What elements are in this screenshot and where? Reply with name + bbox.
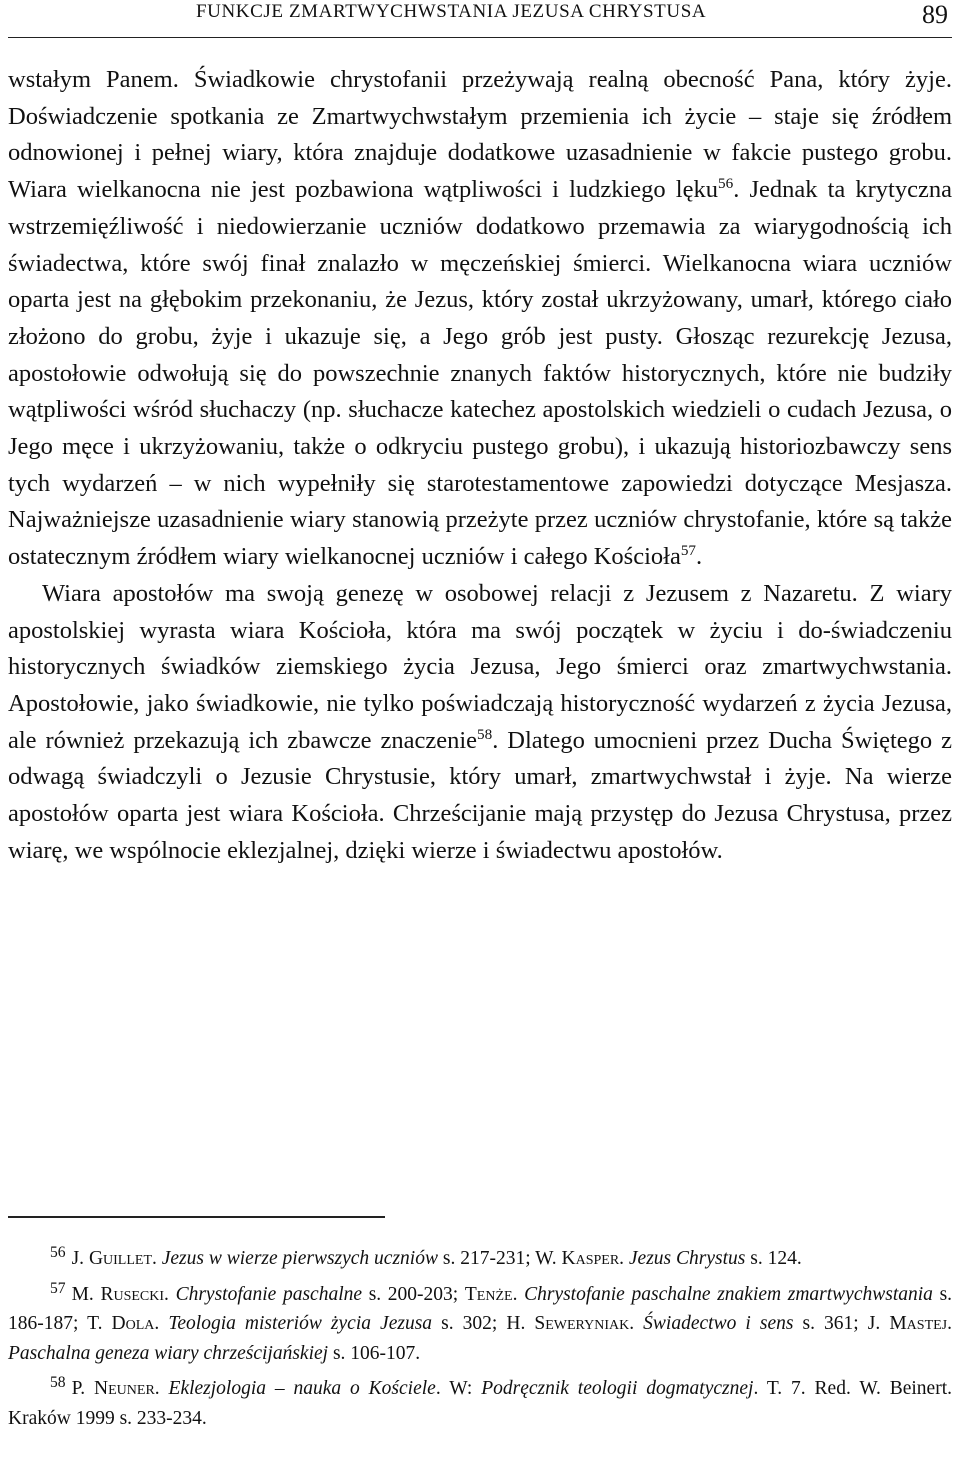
footnote-text: s. 361; J. [793, 1313, 890, 1335]
footnote-text: s. 302; H. [432, 1313, 535, 1335]
footnote-text: Dola [111, 1313, 155, 1335]
footnote-text: Jezus w wierze pierwszych uczniów [161, 1248, 438, 1270]
footnote-text: Teologia misteriów życia Jezusa [168, 1313, 433, 1335]
footnote-text: . [152, 1248, 162, 1270]
footnote-text: . [629, 1313, 644, 1335]
paragraph-1-text-a: wstałym Panem. Świadkowie chrystofanii przeżywają realną obecność Pana, który żyje. Doświadczenie spotkania ze Zmartwychwstałym przemienia ich życie – staje się źródłem odnowionej i pełnej wiary, która znajduje dodatkowe uzasadnienie w fakcie pustego grobu. Wiara wielkanocna nie jest pozbawiona wątpliwości i ludzkiego lęku [8, 66, 952, 204]
footnote-text: Seweryniak [534, 1313, 630, 1335]
footnote-separator [8, 1216, 385, 1218]
footnote-text: Guillet [88, 1248, 152, 1270]
footnote-text: . W: [435, 1378, 482, 1400]
footnote-number: 56 [50, 1244, 66, 1261]
header-rule [8, 37, 952, 38]
footnote-text: . [619, 1248, 629, 1270]
footnote-text: . T. 7. Red. W. Beinert. Kraków 1999 s. 233-234. [8, 1378, 952, 1429]
footnote-text: Świadectwo i sens [643, 1313, 794, 1335]
footnote-text: Rusecki [100, 1283, 165, 1305]
footnote-text: s. 124. [745, 1248, 802, 1270]
footnote-text: Chrystofanie paschalne znakiem zmartwychwstania [524, 1283, 933, 1305]
footnote-text: Kasper [561, 1248, 620, 1270]
footnote-text: Paschalna geneza wiary chrześcijańskiej [8, 1342, 329, 1364]
footnote-56 [8, 1238, 952, 1274]
footnote-text: P. [71, 1378, 95, 1400]
footnote-text: J. [71, 1248, 89, 1270]
footnote-text: Chrystofanie paschalne [175, 1283, 363, 1305]
footnote-ref-57[interactable]: 57 [680, 541, 697, 559]
footnote-ref-58[interactable]: 58 [477, 725, 493, 743]
footnote-text: . [512, 1283, 525, 1305]
footnote-text: Jezus Chrystus [628, 1248, 746, 1270]
footnote-text: s. 186-187; T. [8, 1283, 953, 1335]
footnote-58 [8, 1368, 952, 1433]
footnote-text: Tenże [464, 1283, 513, 1305]
footnote-number: 57 [50, 1279, 66, 1297]
footnotes [8, 1238, 952, 1433]
footnote-text: Mastej [889, 1313, 948, 1335]
page-number: 89 [922, 0, 948, 29]
running-head: FUNKCJE ZMARTWYCHWSTANIA JEZUSA CHRYSTUSA [196, 1, 707, 22]
main-text [8, 62, 952, 869]
footnote-text: Podręcznik teologii dogmatycznej [481, 1378, 754, 1400]
paragraph-2-text-b: . Dlatego umocnieni przez Ducha Świętego z odwagą świadczyli o Jezusie Chrystusie, który umarł, zmartwychwstał i żyje. Na wierze apostołów oparta jest wiara Kościoła. Chrześcijanie mają przystęp do Jezusa Chrystusa, przez wiarę, we wspólnocie eklezjalnej, dzięki wierze i świadectwu apostołów. [8, 726, 952, 864]
footnote-text: s. 106-107. [328, 1342, 421, 1364]
footnote-text: Eklezjologia – nauka o Kościele [168, 1378, 436, 1400]
footnote-text: M. [71, 1283, 101, 1305]
footnote-ref-56[interactable]: 56 [718, 174, 734, 192]
paragraph-1-text-b: . Jednak ta krytyczna wstrzemięźliwość i niedowierzanie uczniów dodatkowo przemawia za wiarygodnością ich świadectwa, które swój finał znalazło w męczeńskiej śmierci. Wielkanocna wiara uczniów oparta jest na głębokim przekonaniu, że Jezus, który został ukrzyżowany, umarł, którego ciało złożono do grobu, żyje i ukazuje się, a Jego grób jest pusty. Głosząc rezurekcję Jezusa, apostołowie odwołują się do powszechnie znanych faktów historycznych, które nie budziły wątpliwości wśród słuchaczy (np. słuchacze katechez apostolskich wiedzieli o cudach Jezusa, o Jego męce i ukrzyżowaniu, także o odkryciu pustego grobu), i ukazują historiozbawczy sens tych wydarzeń – w nich wypełniły się starotestamentowe zapowiedzi dotyczące Mesjasza. Najważniejsze uzasadnienie wiary stanowią przeżyte przez uczniów chrystofanie, które są także ostatecznym źródłem wiary wielkanocnej uczniów i całego Kościoła [8, 176, 952, 571]
footnote-number: 58 [50, 1374, 66, 1392]
page-header [0, 0, 960, 40]
paragraph-1-text-c: . [696, 543, 703, 571]
footnote-text: s. 217-231; W. [437, 1248, 562, 1270]
footnote-text: . [947, 1313, 952, 1335]
footnote-text: . [154, 1313, 169, 1335]
footnote-text: Neuner [94, 1378, 155, 1400]
footnote-57 [8, 1274, 952, 1369]
footnote-text: . [164, 1283, 176, 1305]
paragraph-2-text-a: Wiara apostołów ma swoją genezę w osobowej relacji z Jezusem z Nazaretu. Z wiary apostolskiej wyrasta wiara Kościoła, która ma swój początek w życiu i do-świadczeniu historycznych świadków ziemskiego życia Jezusa, Jego śmierci oraz zmartwychwstania. Apostołowie, jako świadkowie, nie tylko poświadczają historyczność wydarzeń z życia Jezusa, ale również przekazują ich zbawcze znaczenie [8, 579, 952, 754]
paragraph-1 [8, 62, 952, 576]
footnote-text: s. 200-203; [362, 1283, 465, 1305]
footnote-text: . [154, 1378, 169, 1400]
paragraph-2 [8, 576, 952, 870]
